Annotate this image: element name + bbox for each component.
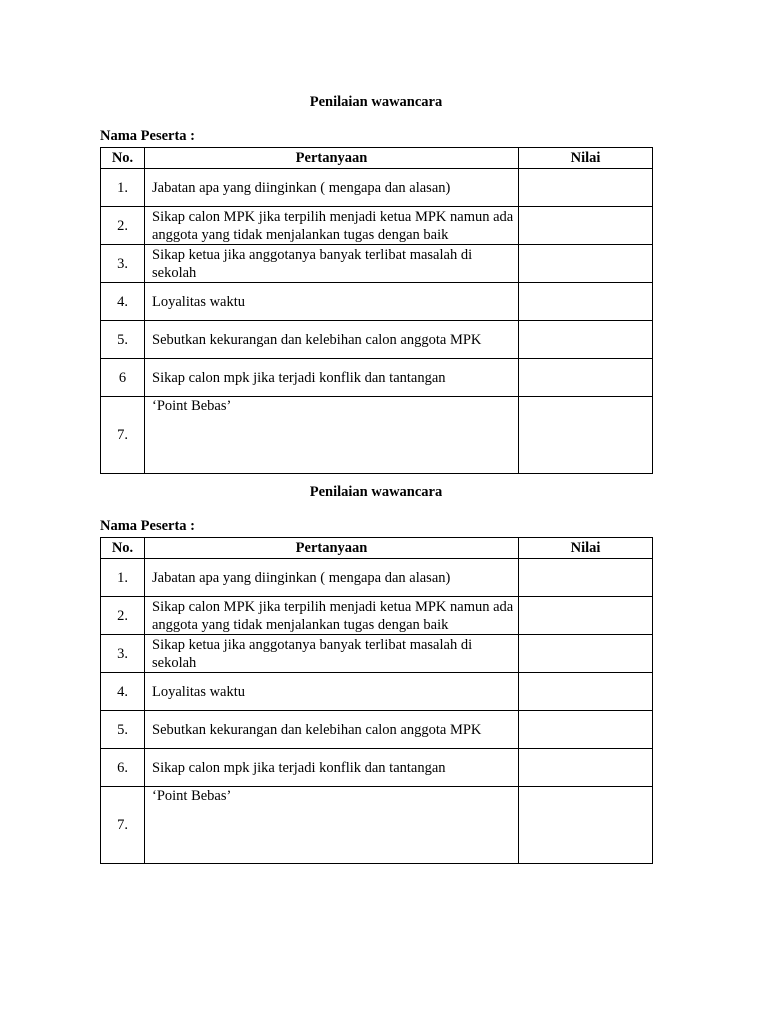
score-cell[interactable] <box>519 787 653 864</box>
row-number: 7. <box>101 397 145 474</box>
score-cell[interactable] <box>519 397 653 474</box>
participant-name-label: Nama Peserta : <box>100 518 196 534</box>
row-number: 6. <box>101 749 145 787</box>
table-row <box>101 321 653 359</box>
row-number: 2. <box>101 597 145 635</box>
header-no: No. <box>101 538 145 559</box>
interview-form-2 <box>100 484 652 864</box>
interview-table <box>100 537 653 864</box>
row-number: 2. <box>101 207 145 245</box>
score-cell[interactable] <box>519 635 653 673</box>
row-question: Loyalitas waktu <box>145 283 519 321</box>
score-cell[interactable] <box>519 559 653 597</box>
score-cell[interactable] <box>519 207 653 245</box>
form-title: Penilaian wawancara <box>309 94 443 110</box>
table-row <box>101 673 653 711</box>
participant-name-label: Nama Peserta : <box>100 128 196 144</box>
score-cell[interactable] <box>519 321 653 359</box>
table-row <box>101 559 653 597</box>
form-title: Penilaian wawancara <box>309 484 443 500</box>
table-row <box>101 597 653 635</box>
row-question: Sikap calon mpk jika terjadi konflik dan tantangan <box>145 749 519 787</box>
row-question: Sebutkan kekurangan dan kelebihan calon anggota MPK <box>145 711 519 749</box>
score-cell[interactable] <box>519 711 653 749</box>
score-cell[interactable] <box>519 673 653 711</box>
score-cell[interactable] <box>519 749 653 787</box>
score-cell[interactable] <box>519 245 653 283</box>
row-question: Sebutkan kekurangan dan kelebihan calon anggota MPK <box>145 321 519 359</box>
table-row <box>101 787 653 864</box>
header-question: Pertanyaan <box>145 148 519 169</box>
table-row <box>101 359 653 397</box>
row-number: 5. <box>101 321 145 359</box>
interview-form-1 <box>100 94 652 474</box>
row-number: 1. <box>101 169 145 207</box>
table-row <box>101 169 653 207</box>
score-cell[interactable] <box>519 169 653 207</box>
row-number: 5. <box>101 711 145 749</box>
header-no: No. <box>101 148 145 169</box>
header-score: Nilai <box>519 538 653 559</box>
row-question: Sikap calon MPK jika terpilih menjadi ketua MPK namun ada anggota yang tidak menjalankan tugas dengan baik <box>145 207 519 245</box>
score-cell[interactable] <box>519 597 653 635</box>
table-row <box>101 635 653 673</box>
header-question: Pertanyaan <box>145 538 519 559</box>
row-question: Sikap calon mpk jika terjadi konflik dan tantangan <box>145 359 519 397</box>
table-row <box>101 397 653 474</box>
row-number: 3. <box>101 245 145 283</box>
row-number: 7. <box>101 787 145 864</box>
table-row <box>101 283 653 321</box>
row-question: Sikap ketua jika anggotanya banyak terlibat masalah di sekolah <box>145 635 519 673</box>
row-number: 6 <box>101 359 145 397</box>
table-header-row <box>101 148 653 169</box>
row-question: Jabatan apa yang diinginkan ( mengapa dan alasan) <box>145 559 519 597</box>
score-cell[interactable] <box>519 283 653 321</box>
row-number: 4. <box>101 673 145 711</box>
row-question: ‘Point Bebas’ <box>145 787 519 864</box>
header-score: Nilai <box>519 148 653 169</box>
row-number: 1. <box>101 559 145 597</box>
table-row <box>101 245 653 283</box>
row-number: 4. <box>101 283 145 321</box>
table-row <box>101 711 653 749</box>
table-row <box>101 749 653 787</box>
row-question: Jabatan apa yang diinginkan ( mengapa dan alasan) <box>145 169 519 207</box>
row-question: ‘Point Bebas’ <box>145 397 519 474</box>
row-question: Loyalitas waktu <box>145 673 519 711</box>
interview-table <box>100 147 653 474</box>
row-question: Sikap calon MPK jika terpilih menjadi ketua MPK namun ada anggota yang tidak menjalankan tugas dengan baik <box>145 597 519 635</box>
table-header-row <box>101 538 653 559</box>
row-number: 3. <box>101 635 145 673</box>
table-row <box>101 207 653 245</box>
score-cell[interactable] <box>519 359 653 397</box>
row-question: Sikap ketua jika anggotanya banyak terlibat masalah di sekolah <box>145 245 519 283</box>
